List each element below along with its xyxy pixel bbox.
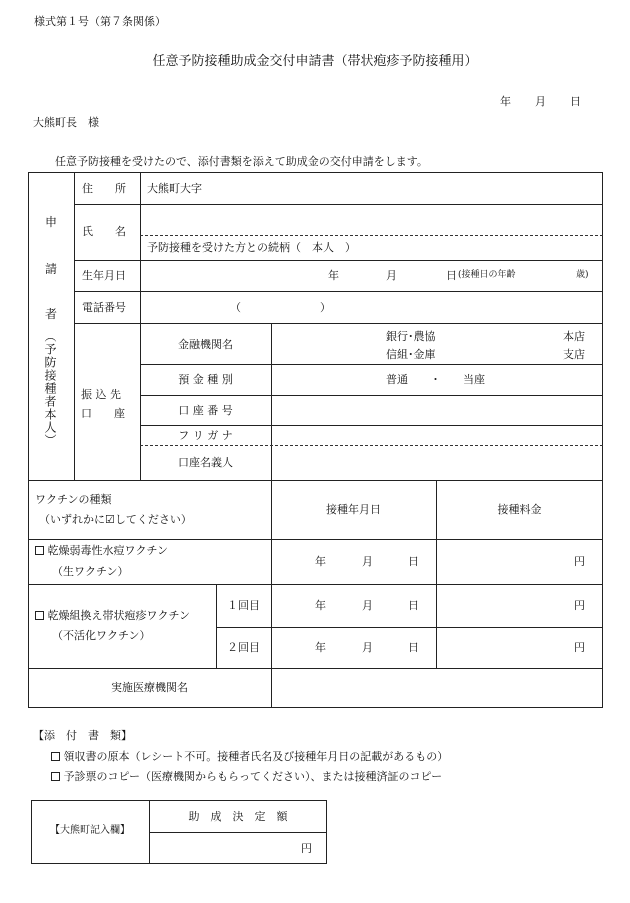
form-title: 任意予防接種助成金交付申請書（帯状疱疹予防接種用） [152,54,478,69]
account-label-line1: 振 込 先 [81,388,121,401]
dose-1-label: １回目 [227,599,260,612]
dose-2-yen-label: 円 [574,641,585,654]
live-day-label: 日 [408,555,419,568]
vaccine-type-instruction: （いずれかに☑してください） [39,513,192,526]
applicant-sub-label: （予防接種者本人） [43,330,57,447]
furigana-input[interactable] [280,428,595,442]
date-month-label: 月 [535,95,546,108]
bank-option-1: 銀行･農協 [386,330,436,343]
deposit-type-options[interactable]: 普通 ・ 当座 [386,373,485,386]
account-label-line2: 口 座 [81,407,125,420]
clinic-label: 実施医療機関名 [111,681,188,694]
birth-label: 生年月日 [82,269,126,282]
dose-1-yen-label: 円 [574,599,585,612]
phone-open-paren: （ [230,301,241,314]
live-yen-label: 円 [574,555,585,568]
recombinant-vaccine-option[interactable]: 乾燥組換え帯状疱疹ワクチン [35,610,190,621]
dose-1-day-label: 日 [408,599,419,612]
receipt-checkbox[interactable] [51,752,60,761]
dose-1-year-label: 年 [315,599,326,612]
account-holder-input[interactable] [280,452,595,466]
dose-2-month-label: 月 [362,641,373,654]
account-number-label: 口 座 番 号 [178,404,233,417]
birth-month-label: 月 [386,269,397,282]
live-vaccine-checkbox[interactable] [35,546,44,555]
live-year-label: 年 [315,555,326,568]
recombinant-vaccine-sub: （不活化ワクチン） [52,629,151,642]
intro-text: 任意予防接種を受けたので、添付書類を添えて助成金の交付申請をします。 [55,155,428,168]
account-number-input[interactable] [280,403,595,417]
address-input[interactable] [215,180,595,194]
bank-label: 金融機関名 [178,338,233,351]
live-vaccine-option[interactable]: 乾燥弱毒性水痘ワクチン [35,545,168,556]
phone-close-paren: ） [320,301,331,314]
dose-1-fee-input[interactable] [440,596,568,610]
live-vaccine-sub: （生ワクチン） [52,565,129,578]
vaccination-date-header: 接種年月日 [326,503,381,516]
attachment-item-receipt[interactable]: 領収書の原本（レシート不可。接種者氏名及び接種年月日の記載があるもの） [51,751,448,762]
address-label: 住 所 [82,182,126,195]
vaccination-fee-header: 接種料金 [497,503,542,516]
subsidy-amount-input[interactable] [155,840,295,854]
subsidy-yen-label: 円 [301,842,312,855]
dose-2-year-label: 年 [315,641,326,654]
deposit-type-label: 預 金 種 別 [178,373,233,386]
dose-1-month-label: 月 [362,599,373,612]
furigana-label: フ リ ガ ナ [178,429,233,442]
dose-2-day-label: 日 [408,641,419,654]
checkbox-marked-icon: ☑ [105,513,115,526]
phone-input[interactable] [150,298,590,312]
date-year-label: 年 [500,95,511,108]
recombinant-vaccine-checkbox[interactable] [35,611,44,620]
vaccine-type-header: ワクチンの種類 [35,493,112,506]
birth-day-label: 日 [446,269,457,282]
live-fee-input[interactable] [440,552,568,566]
name-input[interactable] [145,212,595,226]
applicant-char-3: 者 [45,307,58,321]
bank-option-2: 信組･金庫 [386,348,436,361]
relation-text: 予防接種を受けた方との続柄（ 本人 ） [147,241,356,254]
office-use-label: 【大熊町記入欄】 [50,825,130,836]
name-label: 氏 名 [82,225,126,238]
birth-date-input[interactable] [150,266,320,280]
applicant-char-1: 申 [45,215,58,229]
addressee: 大熊町長 様 [33,116,99,129]
dose-2-fee-input[interactable] [440,638,568,652]
subsidy-amount-header: 助 成 決 定 額 [188,810,288,823]
attachment-item-questionnaire[interactable]: 予診票のコピー（医療機関からもらってください）、または接種済証のコピー [51,771,442,782]
date-day-label: 日 [570,95,581,108]
dose-2-label: ２回目 [227,641,260,654]
applicant-char-2: 請 [45,262,58,276]
address-value: 大熊町大字 [147,182,202,195]
clinic-input[interactable] [280,680,595,694]
age-note: (接種日の年齢 [458,270,516,280]
age-unit: 歳) [576,270,589,280]
birth-year-label: 年 [328,269,339,282]
bank-name-input[interactable] [280,336,380,350]
branch-option-1: 本店 [563,330,585,343]
questionnaire-checkbox[interactable] [51,772,60,781]
phone-label: 電話番号 [82,301,126,314]
branch-option-2: 支店 [563,348,585,361]
form-number: 様式第１号（第７条関係） [34,15,166,28]
live-month-label: 月 [362,555,373,568]
account-holder-label: 口座名義人 [178,456,233,469]
attachments-header: 【添 付 書 類】 [33,729,132,742]
